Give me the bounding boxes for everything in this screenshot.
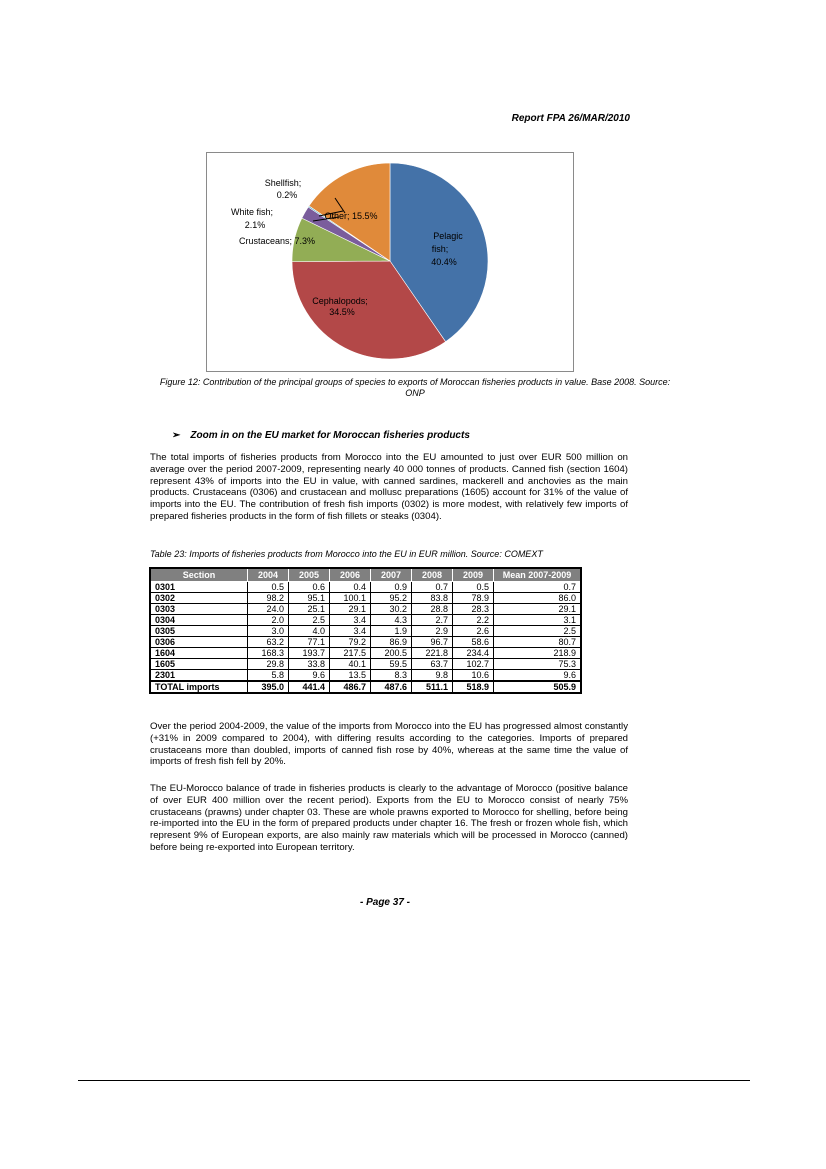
table-cell: 518.9: [453, 681, 494, 693]
table-cell: 2.7: [412, 615, 453, 626]
table-cell-section: 0306: [150, 637, 248, 648]
report-reference: Report FPA 26/MAR/2010: [511, 113, 630, 124]
table-cell: 63.7: [412, 659, 453, 670]
col-header: 2009: [453, 568, 494, 582]
table-cell: 28.8: [412, 604, 453, 615]
table-cell: 395.0: [248, 681, 289, 693]
col-header: 2008: [412, 568, 453, 582]
table-cell: 95.1: [289, 593, 330, 604]
table-cell: 29.8: [248, 659, 289, 670]
label-shellfish-value: 0.2%: [276, 190, 298, 200]
col-header: 2007: [371, 568, 412, 582]
table-row: [150, 637, 581, 648]
section-heading: [172, 430, 470, 441]
table-cell: 4.0: [289, 626, 330, 637]
table-cell: 0.5: [453, 582, 494, 593]
pie-chart: [207, 153, 573, 371]
table-cell-section: 0303: [150, 604, 248, 615]
table-cell: 9.6: [494, 670, 582, 682]
table-cell: 4.3: [371, 615, 412, 626]
col-header: 2006: [330, 568, 371, 582]
table-cell: 8.3: [371, 670, 412, 682]
paragraph-progression: Over the period 2004-2009, the value of the imports from Morocco into the EU has progressed almost constantly (+31% in 2009 compared to 2004), with differing results according to the categories. Imports of prepared crustaceans more than doubled, imports of canned fish rose by 40%, whereas at the same time the value of imports of fresh fish fell by 20%.: [150, 721, 628, 768]
table-cell: 2.5: [289, 615, 330, 626]
table-cell: 80.7: [494, 637, 582, 648]
pie-chart-frame: [206, 152, 574, 372]
table-cell: 218.9: [494, 648, 582, 659]
table-cell: 78.9: [453, 593, 494, 604]
table-cell: 511.1: [412, 681, 453, 693]
table-cell: 193.7: [289, 648, 330, 659]
table-cell: 77.1: [289, 637, 330, 648]
table-cell: 0.6: [289, 582, 330, 593]
table-cell-section: 0304: [150, 615, 248, 626]
table-row: [150, 593, 581, 604]
table-cell-section: 2301: [150, 670, 248, 682]
table-cell: 30.2: [371, 604, 412, 615]
table-cell-section: 1605: [150, 659, 248, 670]
table-cell: 86.9: [371, 637, 412, 648]
table-cell: 505.9: [494, 681, 582, 693]
table-cell: 13.5: [330, 670, 371, 682]
table-cell: 234.4: [453, 648, 494, 659]
table-cell: 487.6: [371, 681, 412, 693]
section-heading-text: Zoom in on the EU market for Moroccan fisheries products: [190, 430, 470, 441]
table-cell: 58.6: [453, 637, 494, 648]
table-row: [150, 582, 581, 593]
table-cell: 3.0: [248, 626, 289, 637]
table-total-row: [150, 681, 581, 693]
table-cell: 83.8: [412, 593, 453, 604]
table-cell: 9.6: [289, 670, 330, 682]
table-cell-section: 0301: [150, 582, 248, 593]
table-row: [150, 615, 581, 626]
table-cell: 2.5: [494, 626, 582, 637]
table-cell: 2.9: [412, 626, 453, 637]
label-whitefish-value: 2.1%: [244, 220, 266, 230]
table-cell: 0.4: [330, 582, 371, 593]
page-number: - Page 37 -: [359, 897, 411, 908]
table-cell: 5.8: [248, 670, 289, 682]
col-header: 2005: [289, 568, 330, 582]
label-pelagic-value: 40.4%: [431, 257, 457, 267]
table-cell: 168.3: [248, 648, 289, 659]
table-cell: 3.4: [330, 615, 371, 626]
table-cell: 102.7: [453, 659, 494, 670]
col-header: Mean 2007-2009: [494, 568, 582, 582]
arrow-bullet-icon: ➢: [172, 430, 181, 441]
col-header: 2004: [248, 568, 289, 582]
table-cell: 63.2: [248, 637, 289, 648]
table-cell: 3.4: [330, 626, 371, 637]
table-cell: 59.5: [371, 659, 412, 670]
table-cell: 100.1: [330, 593, 371, 604]
table-cell: 24.0: [248, 604, 289, 615]
table-cell: 96.7: [412, 637, 453, 648]
table-row: [150, 626, 581, 637]
table-cell: 441.4: [289, 681, 330, 693]
table-row: [150, 659, 581, 670]
table-cell: 1.9: [371, 626, 412, 637]
table-cell: 221.8: [412, 648, 453, 659]
table-cell: 2.2: [453, 615, 494, 626]
table-cell-section: 0305: [150, 626, 248, 637]
label-cephalopods: Cephalopods;: [312, 296, 368, 306]
footer-divider: [78, 1080, 750, 1081]
paragraph-eu-imports: The total imports of fisheries products from Morocco into the EU amounted to just over EUR 500 million on average over the period 2007-2009, representing nearly 40 000 tonnes of products. Canned fish (section 1604) represent 43% of imports into the EU in value, with canned sardines, mackerell and anchovies as the main products. Crustaceans (0306) and crustacean and mollusc preparations (1605) account for 31% of the value of imports into the EU. The contribution of fresh fish imports (0302) is more modest, with relatively few imports of prepared fisheries products in the form of fish fillets or steaks (0304).: [150, 452, 628, 522]
table-cell: 486.7: [330, 681, 371, 693]
table-cell-section: TOTAL imports: [150, 681, 248, 693]
table-cell: 86.0: [494, 593, 582, 604]
table-row: [150, 670, 581, 682]
table-caption: Table 23: Imports of fisheries products from Morocco into the EU in EUR million. Source: COMEXT: [150, 549, 543, 559]
figure-caption: Figure 12: Contribution of the principal groups of species to exports of Moroccan fisheries products in value. Base 2008. Source: ONP: [159, 377, 671, 398]
table-cell: 28.3: [453, 604, 494, 615]
label-pelagic: Pelagic: [433, 231, 463, 241]
table-cell: 98.2: [248, 593, 289, 604]
table-cell: 217.5: [330, 648, 371, 659]
col-header: Section: [150, 568, 248, 582]
table-row: [150, 604, 581, 615]
label-shellfish: Shellfish;: [264, 178, 302, 188]
table-cell-section: 1604: [150, 648, 248, 659]
paragraph-trade-balance: The EU-Morocco balance of trade in fisheries products is clearly to the advantage of Morocco (positive balance of over EUR 400 million over the recent period). Exports from the EU to Morocco consist of nearly 75% crustaceans (prawns) under chapter 03. These are whole prawns exported to Morocco for shelling, before being re-imported into the EU in the form of prepared products under chapter 16. The fresh or frozen whole fish, which represent 9% of European exports, are also mainly raw materials which will be processed in Morocco (canned) before being re-exported into European territory.: [150, 783, 628, 853]
table-cell: 29.1: [330, 604, 371, 615]
table-cell: 0.5: [248, 582, 289, 593]
table-cell: 9.8: [412, 670, 453, 682]
table-cell: 95.2: [371, 593, 412, 604]
table-cell: 10.6: [453, 670, 494, 682]
label-pelagic-2: fish;: [431, 244, 449, 254]
table-header-row: [150, 568, 581, 582]
table-cell: 0.9: [371, 582, 412, 593]
table-cell: 200.5: [371, 648, 412, 659]
table-cell: 33.8: [289, 659, 330, 670]
table-cell: 2.0: [248, 615, 289, 626]
table-cell: 25.1: [289, 604, 330, 615]
table-cell: 79.2: [330, 637, 371, 648]
table-cell: 75.3: [494, 659, 582, 670]
label-whitefish: White fish;: [230, 207, 274, 217]
table-cell: 40.1: [330, 659, 371, 670]
table-cell-section: 0302: [150, 593, 248, 604]
label-cephalopods-value: 34.5%: [329, 307, 355, 317]
table-cell: 3.1: [494, 615, 582, 626]
table-row: [150, 648, 581, 659]
label-crustaceans: Crustaceans; 7.3%: [238, 236, 316, 246]
table-cell: 2.6: [453, 626, 494, 637]
imports-table: [149, 567, 582, 694]
table-cell: 29.1: [494, 604, 582, 615]
table-cell: 0.7: [494, 582, 582, 593]
table-cell: 0.7: [412, 582, 453, 593]
label-other: Other; 15.5%: [324, 211, 378, 221]
